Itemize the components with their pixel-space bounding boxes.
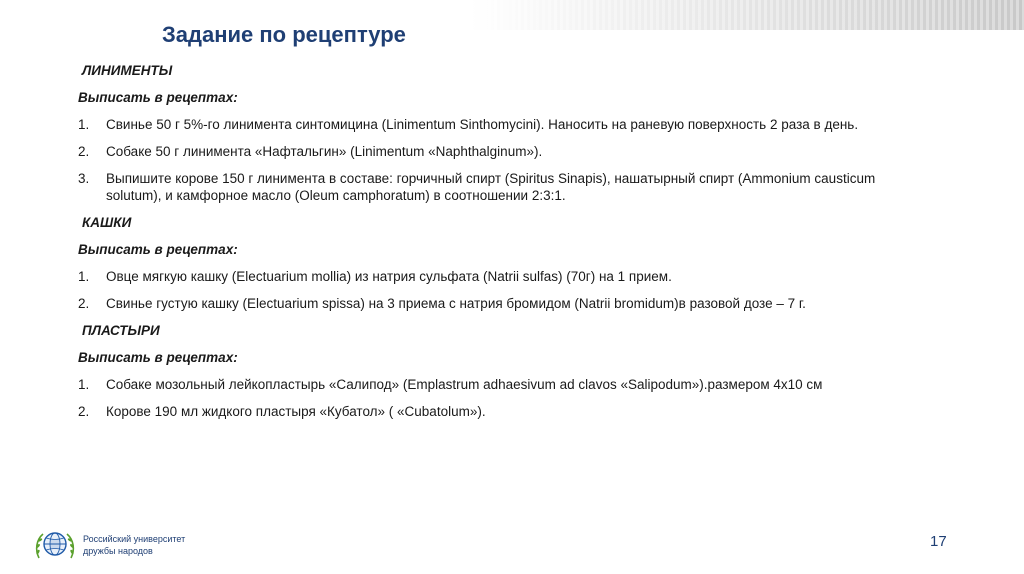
item-text: Корове 190 мл жидкого пластыря «Кубатол» ( «Cubatolum»). <box>106 404 486 419</box>
section-electuaries <box>78 214 908 312</box>
item-text: Свинье густую кашку (Electuarium spissa) на 3 приема с натрия бромидом (Natrii bromidum)в разовой дозе – 7 г. <box>106 296 806 311</box>
list-item <box>78 143 908 160</box>
section-liniments <box>78 62 908 204</box>
rudn-emblem-icon <box>33 528 77 562</box>
slide-content <box>78 62 908 420</box>
section-heading: ПЛАСТЫРИ <box>82 323 160 338</box>
section-subheading: Выписать в рецептах: <box>78 90 238 105</box>
item-text: Собаке 50 г линимента «Нафтальгин» (Linimentum «Naphthalginum»). <box>106 144 543 159</box>
item-number: 1. <box>78 377 90 392</box>
page-number: 17 <box>930 533 947 550</box>
university-name-line2: дружбы народов <box>83 546 153 556</box>
slide-title: Задание по рецептуре <box>162 22 406 47</box>
section-heading: ЛИНИМЕНТЫ <box>82 63 173 78</box>
item-number: 1. <box>78 269 90 284</box>
task-list <box>78 116 908 204</box>
list-item <box>78 403 908 420</box>
item-text: Овце мягкую кашку (Electuarium mollia) из натрия сульфата (Natrii sulfas) (70г) на 1 прием. <box>106 269 672 284</box>
item-text: Выпишите корове 150 г линимента в составе: горчичный спирт (Spiritus Sinapis), нашатырный спирт (Ammonium causticum solutum), и камфорное масло (Oleum camphoratum) в соотношении 2:3:1. <box>106 171 876 203</box>
item-number: 2. <box>78 404 90 419</box>
list-item <box>78 170 908 204</box>
list-item <box>78 116 908 133</box>
university-name <box>83 533 185 557</box>
list-item <box>78 268 908 285</box>
list-item <box>78 376 908 393</box>
item-number: 1. <box>78 117 90 132</box>
university-name-line1: Российский университет <box>83 534 186 544</box>
task-list <box>78 268 908 312</box>
item-text: Свинье 50 г 5%-го линимента синтомицина (Linimentum Sinthomycini). Наносить на раневую поверхность 2 раза в день. <box>106 117 859 132</box>
section-subheading: Выписать в рецептах: <box>78 350 238 365</box>
section-plasters <box>78 322 908 420</box>
item-number: 2. <box>78 144 90 159</box>
header-decoration <box>470 0 1024 30</box>
list-item <box>78 295 908 312</box>
item-number: 2. <box>78 296 90 311</box>
section-heading: КАШКИ <box>82 215 132 230</box>
item-number: 3. <box>78 171 90 186</box>
section-subheading: Выписать в рецептах: <box>78 242 238 257</box>
task-list <box>78 376 908 420</box>
item-text: Собаке мозольный лейкопластырь «Салипод» (Emplastrum adhaesivum ad clavos «Salipodum»).размером 4х10 см <box>106 377 823 392</box>
